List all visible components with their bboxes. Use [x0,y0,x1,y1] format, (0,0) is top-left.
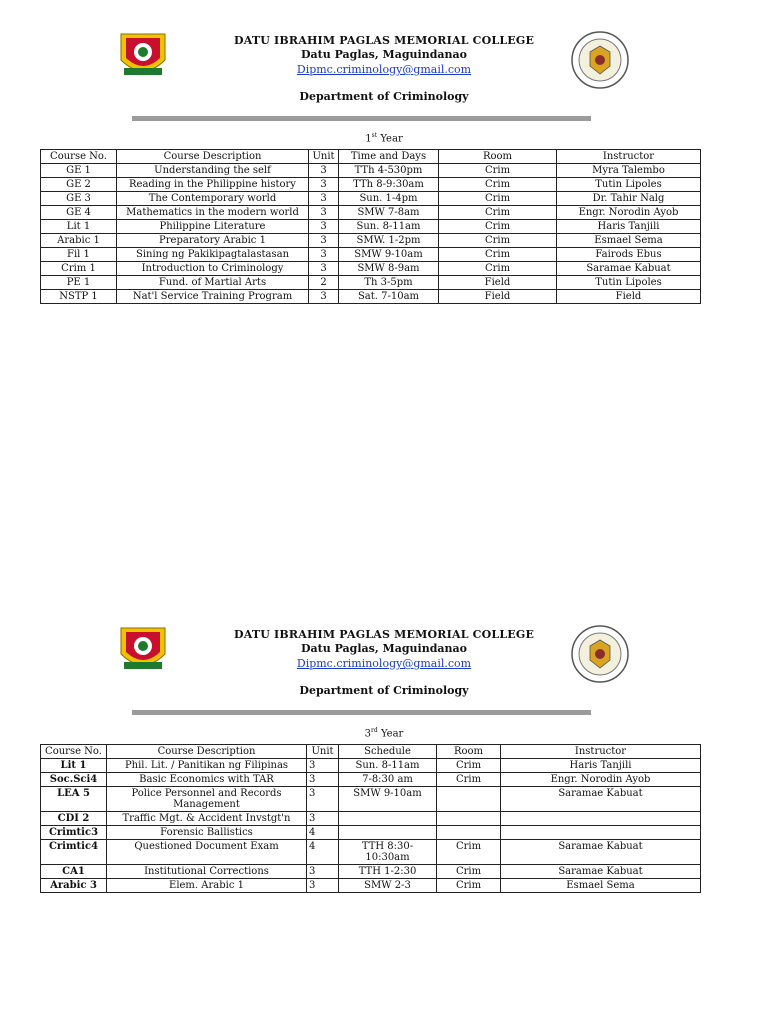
divider-rule [132,116,591,121]
college-header [200,34,568,77]
department-title: Department of Criminology [299,90,469,103]
divider-rule [132,710,591,715]
table-cell: TTh 4-530pm [339,164,439,178]
column-header: Unit [307,745,339,759]
table-cell: Crim 1 [41,262,117,276]
table-cell: Understanding the self [117,164,309,178]
college-location: Datu Paglas, Maguindanao [301,48,467,61]
table-row [41,290,701,304]
schedule-table-1st-year [40,149,701,304]
table-cell [501,826,701,840]
table-cell: SMW 7-8am [339,206,439,220]
table-row [41,759,701,773]
table-row [41,826,701,840]
table-cell: 3 [307,787,339,812]
column-header: Course No. [41,150,117,164]
table-cell: Field [557,290,701,304]
table-cell [339,826,437,840]
table-cell: Field [439,290,557,304]
table-cell: Fund. of Martial Arts [117,276,309,290]
table-cell: 3 [309,290,339,304]
table-row [41,248,701,262]
table-cell: SMW 9-10am [339,248,439,262]
table-cell: Tutin Lipoles [557,276,701,290]
table-cell: Crim [439,234,557,248]
table-cell: Police Personnel and Records Management [107,787,307,812]
table-row [41,220,701,234]
table-cell: Crim [439,178,557,192]
table-row [41,276,701,290]
table-cell: Questioned Document Exam [107,840,307,865]
table-cell: 3 [307,865,339,879]
table-cell [437,812,501,826]
table-row [41,812,701,826]
table-cell: Crim [437,879,501,893]
table-cell: Tutin Lipoles [557,178,701,192]
table-cell: Arabic 3 [41,879,107,893]
table-cell: Crim [437,840,501,865]
table-row [41,178,701,192]
table-cell [501,812,701,826]
table-cell: Myra Talembo [557,164,701,178]
table-cell: 3 [309,192,339,206]
table-cell: Saramae Kabuat [501,840,701,865]
table-cell: Preparatory Arabic 1 [117,234,309,248]
table-cell: Forensic Ballistics [107,826,307,840]
table-cell: Crim [439,248,557,262]
table-cell: 3 [309,220,339,234]
table-cell: Saramae Kabuat [501,787,701,812]
table-cell: Mathematics in the modern world [117,206,309,220]
table-cell: Dr. Tahir Nalg [557,192,701,206]
table-cell [437,826,501,840]
department-seal [570,624,630,684]
table-cell: Fil 1 [41,248,117,262]
column-header: Room [437,745,501,759]
table-cell: GE 3 [41,192,117,206]
table-cell: Fairods Ebus [557,248,701,262]
table-cell: SMW. 1-2pm [339,234,439,248]
college-location: Datu Paglas, Maguindanao [301,642,467,655]
table-cell: Sining ng Pakikipagtalastasan [117,248,309,262]
table-cell: 3 [309,206,339,220]
table-cell: 7-8:30 am [339,773,437,787]
column-header: Instructor [557,150,701,164]
department-title: Department of Criminology [299,684,469,697]
year-label-1: 1st Year [365,132,403,145]
table-cell: Traffic Mgt. & Accident Invstgt'n [107,812,307,826]
table-cell: Th 3-5pm [339,276,439,290]
table-cell: Philippine Literature [117,220,309,234]
table-cell: 3 [309,262,339,276]
college-logo [118,30,168,80]
table-cell: Saramae Kabuat [557,262,701,276]
college-logo [118,624,168,674]
table-cell: 4 [307,840,339,865]
table-cell: PE 1 [41,276,117,290]
table-row [41,879,701,893]
table-row [41,234,701,248]
table-cell: Sun. 1-4pm [339,192,439,206]
table-cell: Haris Tanjili [501,759,701,773]
table-cell: Soc.Sci4 [41,773,107,787]
table-cell: 2 [309,276,339,290]
column-header: Unit [309,150,339,164]
table-cell: Field [439,276,557,290]
table-cell: CA1 [41,865,107,879]
table-cell: Institutional Corrections [107,865,307,879]
table-cell: TTH 1-2:30 [339,865,437,879]
table-cell: Lit 1 [41,759,107,773]
table-cell: Arabic 1 [41,234,117,248]
table-cell: TTH 8:30-10:30am [339,840,437,865]
table-cell: Elem. Arabic 1 [107,879,307,893]
table-cell: Crimtic4 [41,840,107,865]
table-cell: Introduction to Criminology [117,262,309,276]
table-cell: Crim [437,865,501,879]
column-header: Schedule [339,745,437,759]
table-cell: Nat'l Service Training Program [117,290,309,304]
column-header: Room [439,150,557,164]
table-cell: Esmael Sema [501,879,701,893]
table-row [41,773,701,787]
table-cell: CDI 2 [41,812,107,826]
table-cell: GE 2 [41,178,117,192]
table-cell: 3 [309,164,339,178]
table-cell: Crim [439,192,557,206]
table-cell: 3 [309,178,339,192]
table-cell: Crim [439,164,557,178]
table-cell: Haris Tanjili [557,220,701,234]
table-cell: Saramae Kabuat [501,865,701,879]
table-cell [339,812,437,826]
column-header: Course Description [117,150,309,164]
table-cell: The Contemporary world [117,192,309,206]
table-row [41,840,701,865]
table-cell: 3 [309,234,339,248]
table-cell: Sun. 8-11am [339,220,439,234]
table-cell: Esmael Sema [557,234,701,248]
college-name: DATU IBRAHIM PAGLAS MEMORIAL COLLEGE [233,34,535,47]
table-cell: TTh 8-9:30am [339,178,439,192]
table-cell: 3 [309,248,339,262]
table-cell: LEA 5 [41,787,107,812]
table-row [41,164,701,178]
table-row [41,192,701,206]
table-cell: Crimtic3 [41,826,107,840]
column-header: Time and Days [339,150,439,164]
schedule-table-3rd-year [40,744,701,893]
table-cell: SMW 2-3 [339,879,437,893]
year-label-3: 3rd Year [364,727,404,740]
table-cell: 3 [307,812,339,826]
table-cell: Crim [437,773,501,787]
table-cell: NSTP 1 [41,290,117,304]
table-cell: 4 [307,826,339,840]
email-link[interactable]: Dipmc.criminology@gmail.com [296,63,472,76]
table-cell: Crim [439,220,557,234]
table-cell: Engr. Norodin Ayob [501,773,701,787]
table-row [41,206,701,220]
table-cell: 3 [307,879,339,893]
table-cell: Lit 1 [41,220,117,234]
table-row [41,787,701,812]
college-header [200,628,568,671]
email-link[interactable]: Dipmc.criminology@gmail.com [296,657,472,670]
table-cell: Phil. Lit. / Panitikan ng Filipinas [107,759,307,773]
column-header: Course Description [107,745,307,759]
table-cell: SMW 9-10am [339,787,437,812]
table-cell: GE 4 [41,206,117,220]
table-row [41,262,701,276]
table-cell: Crim [437,759,501,773]
table-cell: Crim [439,262,557,276]
column-header: Course No. [41,745,107,759]
table-cell: Reading in the Philippine history [117,178,309,192]
table-cell: Basic Economics with TAR [107,773,307,787]
table-cell: Sun. 8-11am [339,759,437,773]
table-cell: Engr. Norodin Ayob [557,206,701,220]
table-cell: SMW 8-9am [339,262,439,276]
department-seal [570,30,630,90]
table-cell: 3 [307,773,339,787]
table-cell: Crim [439,206,557,220]
column-header: Instructor [501,745,701,759]
table-row [41,865,701,879]
college-name: DATU IBRAHIM PAGLAS MEMORIAL COLLEGE [233,628,535,641]
table-cell [437,787,501,812]
table-cell: Sat. 7-10am [339,290,439,304]
table-cell: 3 [307,759,339,773]
table-cell: GE 1 [41,164,117,178]
